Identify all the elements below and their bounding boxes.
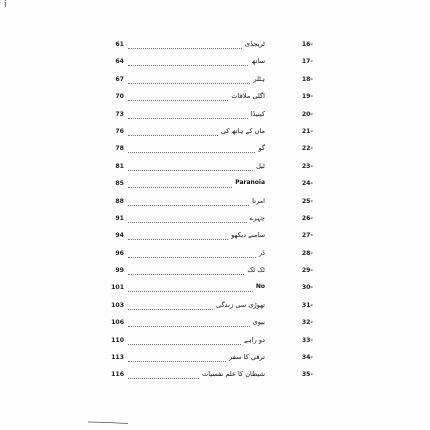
page-number: 96 <box>115 249 124 257</box>
page-number: 64 <box>115 58 124 66</box>
toc-row <box>108 246 313 263</box>
entry-title: ٹیل <box>256 161 265 170</box>
entry-title: تھوڑی سی زندگی <box>216 300 265 309</box>
toc-row <box>108 72 313 89</box>
entry-title: ہٹلر <box>253 74 265 83</box>
corner-mark: i <box>4 0 7 10</box>
toc-row <box>108 263 313 280</box>
toc-row <box>108 211 313 228</box>
entry-title: سامنے دیکھو <box>231 231 265 240</box>
entry-title: دو راہے <box>244 335 265 344</box>
entry-number: 27- <box>301 232 313 240</box>
toc-row <box>108 37 313 54</box>
entry-number: 18- <box>301 75 313 83</box>
dotted-leader <box>128 251 256 258</box>
entry-number: 16- <box>301 41 313 48</box>
dotted-leader <box>128 77 250 84</box>
entry-number: 17- <box>301 58 313 66</box>
entry-title: ترقی کا سفر <box>229 353 265 362</box>
toc-row <box>108 54 313 71</box>
toc-row <box>108 333 313 350</box>
page-number: 110 <box>111 336 124 344</box>
page-number: 85 <box>115 180 124 188</box>
entry-number: 26- <box>301 214 313 222</box>
page-number: 61 <box>115 41 124 48</box>
entry-title: ڈر <box>258 248 265 257</box>
entry-title: گو <box>258 144 265 153</box>
entry-title: ٹک ٹک <box>247 266 265 275</box>
dotted-leader <box>128 303 213 310</box>
toc-row <box>108 107 313 124</box>
pen-stroke <box>88 421 128 425</box>
entry-number: 23- <box>301 162 313 170</box>
dotted-leader <box>128 129 218 136</box>
page-number: 70 <box>115 93 124 101</box>
entry-title: ٹریجڈی <box>244 40 265 48</box>
toc-row <box>108 124 313 141</box>
entry-number: 22- <box>301 145 313 153</box>
page-number: 99 <box>115 267 124 275</box>
dotted-leader <box>128 59 248 66</box>
dotted-leader <box>128 199 249 206</box>
dotted-leader <box>128 216 247 223</box>
entry-number: 32- <box>301 319 313 327</box>
entry-title: بیوی <box>252 318 265 327</box>
entry-number: 29- <box>301 267 313 275</box>
dotted-leader <box>128 94 228 101</box>
dotted-leader <box>128 42 242 49</box>
dotted-leader <box>128 181 232 188</box>
entry-number: 35- <box>301 371 313 379</box>
toc-row <box>108 141 313 158</box>
entry-title: کینیڈا <box>250 109 265 118</box>
entry-number: 19- <box>301 93 313 101</box>
page-number: 101 <box>111 284 124 292</box>
toc-row <box>108 350 313 367</box>
entry-title: No <box>255 283 265 291</box>
dotted-leader <box>128 338 241 345</box>
toc-row <box>108 315 313 332</box>
toc-row <box>108 194 313 211</box>
dotted-leader <box>128 233 228 240</box>
page-number: 88 <box>115 197 124 205</box>
dotted-leader <box>128 285 253 292</box>
entry-number: 30- <box>301 284 313 292</box>
page-number: 67 <box>115 75 124 83</box>
toc-row <box>108 298 313 315</box>
entry-number: 34- <box>301 354 313 362</box>
entry-title: اگلی ملاقات <box>231 92 265 101</box>
entry-number: 20- <box>301 110 313 118</box>
dotted-leader <box>128 164 253 171</box>
page-number: 106 <box>111 319 124 327</box>
page-number: 116 <box>111 371 124 379</box>
page-number: 94 <box>115 232 124 240</box>
entry-number: 24- <box>301 180 313 188</box>
entry-number: 31- <box>301 301 313 309</box>
page-number: 76 <box>115 127 124 135</box>
toc-row <box>108 228 313 245</box>
entry-title: امرتا <box>252 196 265 205</box>
entry-number: 33- <box>301 336 313 344</box>
page-number: 113 <box>111 354 124 362</box>
entry-title: شیطان کا علم نفسیات <box>202 370 265 379</box>
entry-title: چہرے <box>249 213 265 222</box>
entry-title: Paranoia <box>235 179 265 187</box>
page-number: 73 <box>115 110 124 118</box>
dotted-leader <box>128 146 255 153</box>
dotted-leader <box>128 355 226 362</box>
entry-number: 25- <box>301 197 313 205</box>
entry-title: ماں کے ہاتھ کی <box>220 126 265 135</box>
toc-row <box>108 159 313 176</box>
toc-row <box>108 176 313 193</box>
page-number: 103 <box>111 301 124 309</box>
entry-number: 21- <box>301 127 313 135</box>
dotted-leader <box>128 112 248 119</box>
page-number: 78 <box>115 145 124 153</box>
entry-title: ساتھ <box>251 57 265 66</box>
table-of-contents <box>108 37 313 385</box>
page-number: 91 <box>115 214 124 222</box>
entry-number: 28- <box>301 249 313 257</box>
toc-row <box>108 367 313 384</box>
dotted-leader <box>128 372 199 379</box>
dotted-leader <box>128 320 250 327</box>
dotted-leader <box>128 268 244 275</box>
toc-row <box>108 89 313 106</box>
toc-row <box>108 280 313 297</box>
page-number: 81 <box>115 162 124 170</box>
